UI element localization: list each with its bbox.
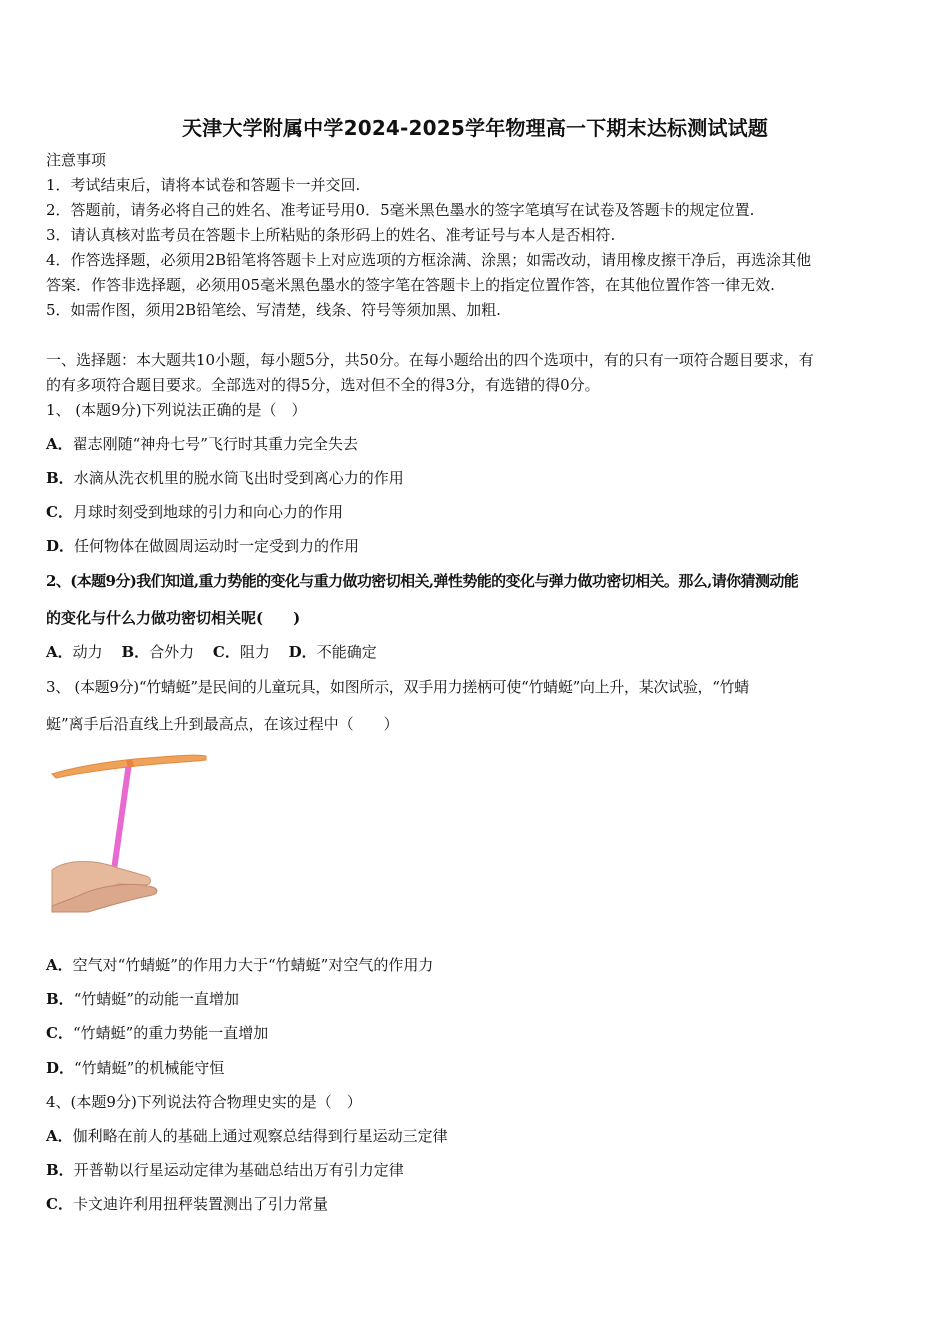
notice-item: 4．作答选择题，必须用2B铅笔将答题卡上对应选项的方框涂满、涂黑；如需改动，请用橡皮擦干净后，再选涂其他 [46, 251, 812, 269]
section-heading: 一、选择题：本大题共10小题，每小题5分，共50分。在每小题给出的四个选项中，有的只有一项符合题目要求，有 [46, 351, 814, 369]
question-2-stem: 2、(本题9分)我们知道,重力势能的变化与重力做功密切相关,弹性势能的变化与弹力做功密切相关。那么,请你猜测动能 [46, 572, 799, 590]
question-2-stem-cont: 的变化与什么力做功密切相关呢( ) [46, 609, 301, 627]
question-1-stem: 1、 (本题9分)下列说法正确的是（ ） [46, 401, 307, 419]
question-3-option-b: B．“竹蜻蜓”的动能一直增加 [46, 990, 240, 1008]
question-4-stem: 4、(本题9分)下列说法符合物理史实的是（ ） [46, 1093, 362, 1111]
question-2-option-a: 动力 [72, 643, 103, 661]
question-2-option-b: 合外力 [149, 643, 195, 661]
bamboo-dragonfly-figure [48, 750, 210, 915]
question-4-option-a: A．伽利略在前人的基础上通过观察总结得到行星运动三定律 [46, 1127, 448, 1145]
stick [110, 766, 131, 876]
notice-item: 答案．作答非选择题，必须用05毫米黑色墨水的签字笔在答题卡上的指定位置作答，在其他位置作答一律无效. [46, 276, 775, 294]
question-3-stem: 3、 (本题9分)“竹蜻蜓”是民间的儿童玩具，如图所示，双手用力搓柄可使“竹蜻蜓”向上升，某次试验，“竹蜻 [46, 678, 750, 696]
question-3-option-c: C．“竹蜻蜓”的重力势能一直增加 [46, 1024, 269, 1042]
question-1-option-b: B．水滴从洗衣机里的脱水筒飞出时受到离心力的作用 [46, 469, 404, 487]
question-2-option-d-letter: D． [288, 643, 317, 661]
notice-item: 5．如需作图，须用2B铅笔绘、写清楚，线条、符号等须加黑、加粗. [46, 301, 501, 319]
notice-item: 2．答题前，请务必将自己的姓名、准考证号用0．5毫米黑色墨水的签字笔填写在试卷及答题卡的规定位置. [46, 201, 755, 219]
question-3-option-d: D．“竹蜻蜓”的机械能守恒 [46, 1059, 225, 1077]
notice-heading: 注意事项 [46, 151, 107, 169]
question-2-option-d: 不能确定 [316, 643, 377, 661]
question-2-option-c: 阻力 [239, 643, 270, 661]
question-4-option-b: B．开普勒以行星运动定律为基础总结出万有引力定律 [46, 1161, 404, 1179]
notice-item: 1．考试结束后，请将本试卷和答题卡一并交回. [46, 176, 361, 194]
question-1-option-c: C．月球时刻受到地球的引力和向心力的作用 [46, 503, 343, 521]
page-title: 天津大学附属中学2024-2025学年物理高一下期末达标测试试题 [181, 116, 769, 140]
question-2-option-c-letter: C． [212, 643, 240, 661]
question-3-stem-cont: 蜓”离手后沿直线上升到最高点，在该过程中（ ） [46, 715, 399, 733]
question-2-option-b-letter: B． [121, 643, 150, 661]
section-heading-cont: 的有多项符合题目要求。全部选对的得5分，选对但不全的得3分，有选错的得0分。 [46, 376, 600, 394]
notice-item: 3．请认真核对监考员在答题卡上所粘贴的条形码上的姓名、准考证号与本人是否相符. [46, 226, 616, 244]
question-2-options [46, 642, 908, 662]
question-1-option-d: D．任何物体在做圆周运动时一定受到力的作用 [46, 537, 360, 555]
question-3-option-a: A．空气对“竹蜻蜓”的作用力大于“竹蜻蜓”对空气的作用力 [46, 956, 434, 974]
question-1-option-a: A．翟志刚随“神舟七号”飞行时其重力完全失去 [46, 435, 358, 453]
question-4-option-c: C．卡文迪许利用扭秤装置测出了引力常量 [46, 1195, 328, 1213]
question-2-option-a-letter: A． [46, 643, 73, 661]
